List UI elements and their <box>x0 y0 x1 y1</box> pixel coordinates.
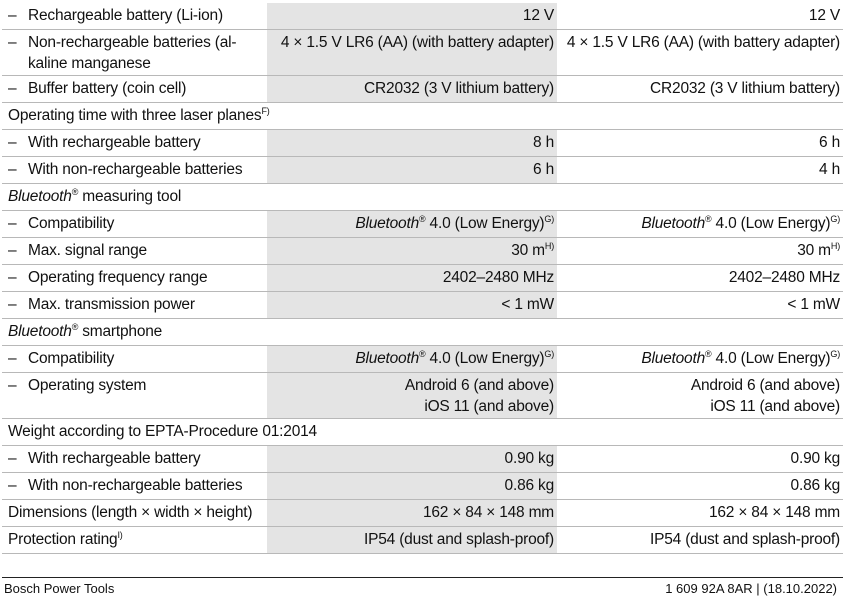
footnote-mark: G) <box>830 213 840 224</box>
value-text: 12 V <box>522 7 554 24</box>
table-row <box>2 319 843 346</box>
value-text: 162 × 84 × 148 mm <box>422 504 554 521</box>
bluetooth-brand: Bluetooth <box>8 188 72 205</box>
table-row <box>2 130 843 157</box>
spec-value-v2 <box>557 292 843 319</box>
list-dash: – <box>8 34 17 51</box>
spec-value-v1 <box>267 130 557 157</box>
spec-value-v2 <box>557 238 843 265</box>
spec-value-v2 <box>557 265 843 292</box>
table-row <box>2 103 843 130</box>
value-text: 6 h <box>819 134 840 151</box>
footnote-mark: F) <box>261 105 270 116</box>
spec-value-v1 <box>267 157 557 184</box>
footnote-mark: G) <box>830 348 840 359</box>
spec-value-v2 <box>557 373 843 419</box>
value-line-2: iOS 11 (and above) <box>710 398 840 415</box>
table-row <box>2 473 843 500</box>
spec-value-v2 <box>557 211 843 238</box>
footer-doc-number: 1 609 92A 8AR | (18.10.2022) <box>665 581 837 596</box>
label-line-1 <box>8 32 263 53</box>
spec-label <box>2 500 267 527</box>
spec-label <box>2 265 267 292</box>
value-text: IP54 (dust and splash-proof) <box>364 531 554 548</box>
label-text: Compatibility <box>28 350 115 367</box>
value-text: 4 × 1.5 V LR6 (AA) (with battery adapter) <box>566 34 840 51</box>
label-text: Buffer battery (coin cell) <box>28 80 187 97</box>
value-text: 4.0 (Low Energy) <box>711 215 831 232</box>
table-row <box>2 419 843 446</box>
spec-value-v2 <box>557 130 843 157</box>
spec-label <box>2 527 267 554</box>
section-title: Operating time with three laser planes <box>8 107 262 124</box>
spec-label <box>2 130 267 157</box>
registered-mark: ® <box>705 213 712 224</box>
section-title: smartphone <box>78 323 163 340</box>
spec-label <box>2 3 267 30</box>
value-text: 162 × 84 × 148 mm <box>708 504 840 521</box>
table-row <box>2 292 843 319</box>
footnote-mark: H) <box>544 240 554 251</box>
spec-value-v1 <box>267 30 557 76</box>
label-text: Max. signal range <box>28 242 147 259</box>
spec-value-v1 <box>267 500 557 527</box>
spec-value-v1 <box>267 292 557 319</box>
value-text: IP54 (dust and splash-proof) <box>650 531 840 548</box>
list-dash: – <box>8 7 17 24</box>
spec-value-v1 <box>267 76 557 103</box>
registered-mark: ® <box>419 348 426 359</box>
registered-mark: ® <box>705 348 712 359</box>
value-text: < 1 mW <box>501 296 554 313</box>
value-text: 6 h <box>533 161 554 178</box>
bluetooth-brand: Bluetooth <box>8 323 72 340</box>
list-dash: – <box>8 161 17 178</box>
label-text: Dimensions (length × width × height) <box>8 504 253 521</box>
spec-value-v1 <box>267 3 557 30</box>
value-text: 0.86 kg <box>790 477 840 494</box>
section-title: measuring tool <box>78 188 182 205</box>
list-dash: – <box>8 269 17 286</box>
value-text: 0.90 kg <box>504 450 554 467</box>
list-dash: – <box>8 296 17 313</box>
registered-mark: ® <box>71 321 79 332</box>
value-text: < 1 mW <box>787 296 840 313</box>
value-line-1: Android 6 (and above) <box>404 377 554 394</box>
section-header <box>2 319 843 346</box>
bluetooth-brand: Bluetooth <box>355 350 420 367</box>
footer-brand: Bosch Power Tools <box>4 581 115 596</box>
label-text: With non-rechargeable batteries <box>28 161 243 178</box>
list-dash: – <box>8 477 17 494</box>
value-text: CR2032 (3 V lithium battery) <box>650 80 840 97</box>
table-row <box>2 76 843 103</box>
list-dash: – <box>8 215 17 232</box>
label-text: Protection rating <box>8 531 118 548</box>
spec-label <box>2 473 267 500</box>
value-text: 4.0 (Low Energy) <box>425 350 545 367</box>
table-row <box>2 446 843 473</box>
value-text: 0.86 kg <box>504 477 554 494</box>
value-text: 30 m <box>511 242 545 259</box>
spec-value-v2 <box>557 157 843 184</box>
spec-value-v1 <box>267 211 557 238</box>
list-dash: – <box>8 450 17 467</box>
label-text: Operating frequency range <box>28 269 208 286</box>
label-text: Compatibility <box>28 215 115 232</box>
spec-value-v2 <box>557 346 843 373</box>
label-text: With rechargeable battery <box>28 134 201 151</box>
footer-divider <box>2 577 843 578</box>
value-text: 4 × 1.5 V LR6 (AA) (with battery adapter) <box>280 34 554 51</box>
label-text: Max. transmission power <box>28 296 195 313</box>
spec-value-v1 <box>267 373 557 419</box>
value-text: 4.0 (Low Energy) <box>425 215 545 232</box>
value-text: CR2032 (3 V lithium battery) <box>364 80 554 97</box>
spec-value-v2 <box>557 76 843 103</box>
spec-label <box>2 157 267 184</box>
table-row <box>2 373 843 419</box>
list-dash: – <box>8 134 17 151</box>
spec-label <box>2 292 267 319</box>
list-dash: – <box>8 377 17 394</box>
section-title: Weight according to EPTA-Procedure 01:2014 <box>8 423 317 440</box>
spec-label <box>2 30 267 76</box>
value-text: 2402–2480 MHz <box>728 269 840 286</box>
value-text: 0.90 kg <box>790 450 840 467</box>
spec-value-v1 <box>267 346 557 373</box>
bluetooth-brand: Bluetooth <box>641 215 706 232</box>
value-line-2: iOS 11 (and above) <box>424 398 554 415</box>
section-header <box>2 419 843 446</box>
footnote-mark: G) <box>544 348 554 359</box>
registered-mark: ® <box>71 186 79 197</box>
spec-value-v1 <box>267 527 557 554</box>
spec-value-v2 <box>557 500 843 527</box>
table-row <box>2 265 843 292</box>
table-row <box>2 500 843 527</box>
label-text: With rechargeable battery <box>28 450 201 467</box>
table-row <box>2 238 843 265</box>
label-text: With non-rechargeable batteries <box>28 477 243 494</box>
spec-label <box>2 346 267 373</box>
bluetooth-brand: Bluetooth <box>641 350 706 367</box>
value-text: 12 V <box>808 7 840 24</box>
value-text: 8 h <box>533 134 554 151</box>
table-row <box>2 157 843 184</box>
footnote-mark: I) <box>117 529 123 540</box>
section-header <box>2 103 843 130</box>
spec-value-v1 <box>267 473 557 500</box>
spec-label <box>2 373 267 419</box>
registered-mark: ® <box>419 213 426 224</box>
spec-table <box>2 3 843 554</box>
table-row <box>2 3 843 30</box>
bluetooth-brand: Bluetooth <box>355 215 420 232</box>
spec-label <box>2 446 267 473</box>
spec-value-v2 <box>557 3 843 30</box>
section-header <box>2 184 843 211</box>
spec-value-v2 <box>557 473 843 500</box>
value-text: 4.0 (Low Energy) <box>711 350 831 367</box>
list-dash: – <box>8 80 17 97</box>
table-row <box>2 527 843 554</box>
spec-value-v1 <box>267 238 557 265</box>
spec-label <box>2 238 267 265</box>
label-line-2: kaline manganese <box>28 55 151 72</box>
footnote-mark: G) <box>544 213 554 224</box>
spec-value-v2 <box>557 446 843 473</box>
footnote-mark: H) <box>830 240 840 251</box>
table-row <box>2 211 843 238</box>
label-text: Rechargeable battery (Li-ion) <box>28 7 223 24</box>
label-text: Non-rechargeable batteries (al- <box>28 34 237 51</box>
value-text: 4 h <box>819 161 840 178</box>
value-text: 2402–2480 MHz <box>442 269 554 286</box>
spec-value-v2 <box>557 527 843 554</box>
label-text: Operating system <box>28 377 147 394</box>
spec-value-v1 <box>267 265 557 292</box>
list-dash: – <box>8 350 17 367</box>
table-row <box>2 30 843 76</box>
value-text: 30 m <box>797 242 831 259</box>
spec-value-v1 <box>267 446 557 473</box>
list-dash: – <box>8 242 17 259</box>
table-row <box>2 184 843 211</box>
value-line-1: Android 6 (and above) <box>690 377 840 394</box>
spec-value-v2 <box>557 30 843 76</box>
table-row <box>2 346 843 373</box>
spec-label <box>2 76 267 103</box>
spec-label <box>2 211 267 238</box>
